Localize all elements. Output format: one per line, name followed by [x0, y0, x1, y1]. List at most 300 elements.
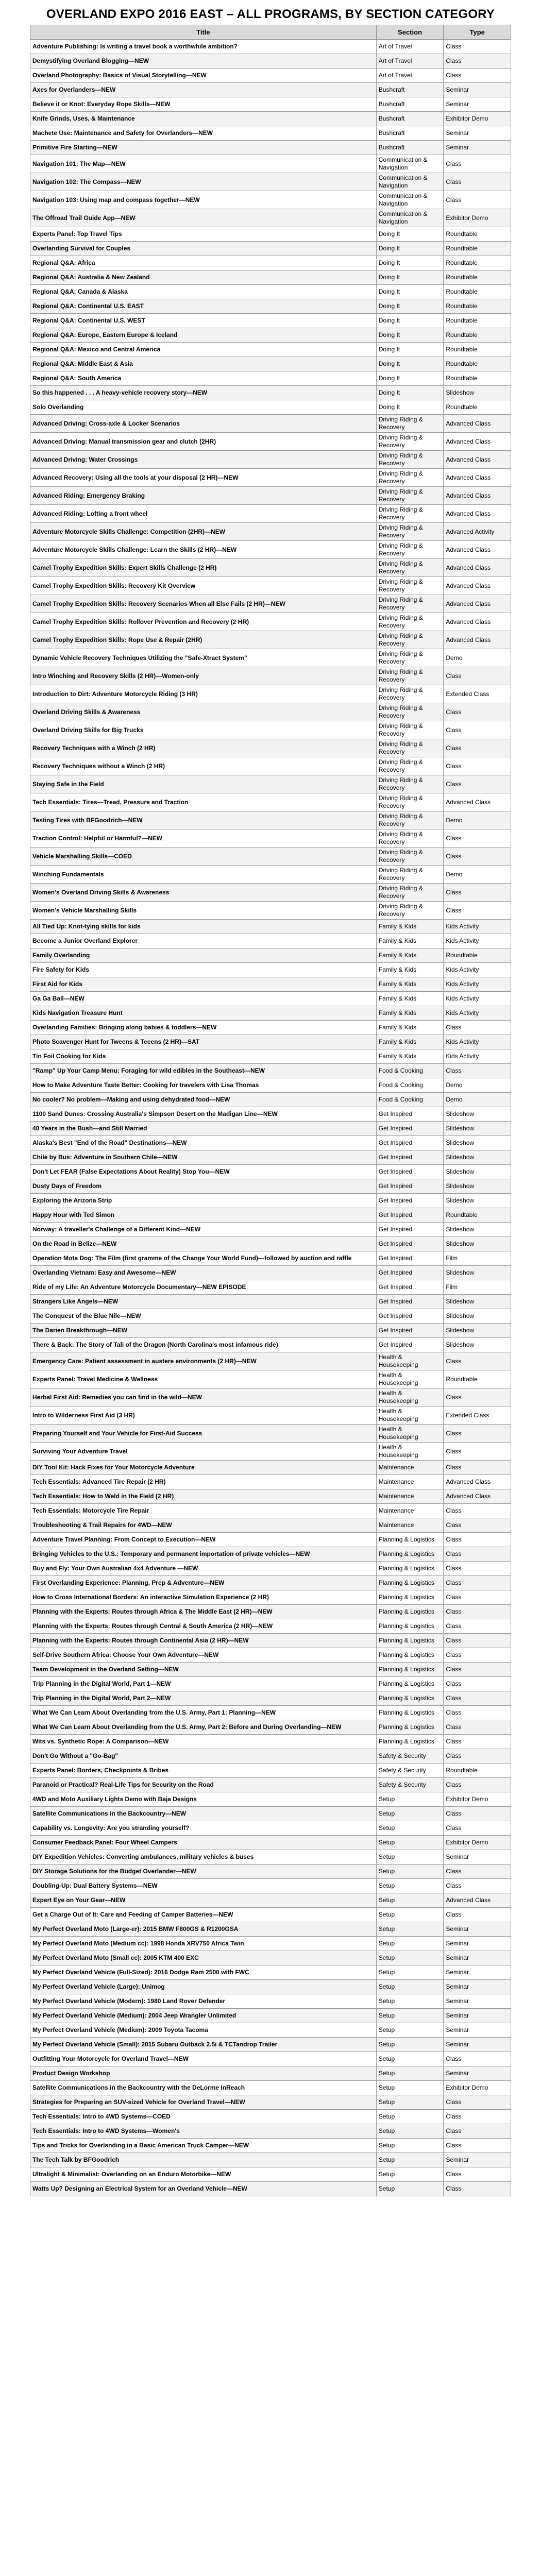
program-title: My Perfect Overland Vehicle (Medium): 2009 Toyota Tacoma [30, 2023, 377, 2038]
program-section: Get Inspired [376, 1280, 444, 1295]
program-type: Slideshow [444, 1223, 511, 1237]
program-type: Class [444, 1821, 511, 1836]
program-section: Get Inspired [376, 1107, 444, 1122]
program-title: Adventure Motorcycle Skills Challenge: Learn the Skills (2 HR)—NEW [30, 541, 377, 559]
program-type: Seminar [444, 1994, 511, 2009]
program-section: Driving Riding & Recovery [376, 829, 444, 848]
program-section: Driving Riding & Recovery [376, 631, 444, 649]
program-title: Outfitting Your Motorcycle for Overland Travel—NEW [30, 2052, 377, 2066]
program-section: Family & Kids [376, 1021, 444, 1035]
program-type: Film [444, 1251, 511, 1266]
program-section: Planning & Logistics [376, 1562, 444, 1576]
program-title: Women's Vehicle Marshalling Skills [30, 902, 377, 920]
program-type: Advanced Class [444, 415, 511, 433]
header-section: Section [376, 25, 444, 40]
program-title: Self-Drive Southern Africa: Choose Your Own Adventure—NEW [30, 1648, 377, 1663]
program-title: Regional Q&A: Mexico and Central America [30, 343, 377, 357]
program-title: Troubleshooting & Trail Repairs for 4WD—NEW [30, 1518, 377, 1533]
program-type: Roundtable [444, 1764, 511, 1778]
table-row [30, 667, 511, 685]
program-title: Watts Up? Designing an Electrical System for an Overland Vehicle—NEW [30, 2182, 377, 2196]
table-row [30, 1778, 511, 1792]
program-title: Planning with the Experts: Routes through Continental Asia (2 HR)—NEW [30, 1634, 377, 1648]
program-title: Ultralight & Minimalist: Overlanding on an Enduro Motorbike—NEW [30, 2167, 377, 2182]
program-type: Extended Class [444, 1406, 511, 1425]
program-type: Advanced Class [444, 433, 511, 451]
program-section: Get Inspired [376, 1223, 444, 1237]
program-type: Class [444, 1619, 511, 1634]
program-title: Camel Trophy Expedition Skills: Rollover Prevention and Recovery (2 HR) [30, 613, 377, 631]
table-row [30, 721, 511, 739]
program-title: Camel Trophy Expedition Skills: Expert Skills Challenge (2 HR) [30, 559, 377, 577]
table-row [30, 685, 511, 703]
program-section: Doing It [376, 314, 444, 328]
table-row [30, 83, 511, 97]
table-row [30, 1309, 511, 1324]
table-row [30, 173, 511, 191]
program-title: My Perfect Overland Vehicle (Full-Sized): 2016 Dodge Ram 2500 with FWC [30, 1965, 377, 1980]
program-type: Advanced Class [444, 487, 511, 505]
program-section: Get Inspired [376, 1179, 444, 1194]
program-title: Machete Use: Maintenance and Safety for Overlanders—NEW [30, 126, 377, 141]
program-section: Setup [376, 2052, 444, 2066]
program-section: Doing It [376, 371, 444, 386]
table-row [30, 357, 511, 371]
program-type: Class [444, 1663, 511, 1677]
table-row [30, 386, 511, 400]
program-section: Art of Travel [376, 69, 444, 83]
program-title: Regional Q&A: Continental U.S. EAST [30, 299, 377, 314]
program-type: Class [444, 155, 511, 173]
program-section: Maintenance [376, 1461, 444, 1475]
program-section: Health & Housekeeping [376, 1443, 444, 1461]
program-title: "Ramp" Up Your Camp Menu: Foraging for wild edibles in the Southeast—NEW [30, 1064, 377, 1078]
program-type: Class [444, 1677, 511, 1691]
program-section: Family & Kids [376, 963, 444, 977]
table-row [30, 1208, 511, 1223]
program-section: Setup [376, 1821, 444, 1836]
program-type: Class [444, 848, 511, 866]
table-row [30, 155, 511, 173]
program-title: Chile by Bus: Adventure in Southern Chile—NEW [30, 1150, 377, 1165]
program-type: Advanced Class [444, 577, 511, 595]
program-section: Planning & Logistics [376, 1720, 444, 1735]
program-type: Class [444, 1425, 511, 1443]
program-section: Setup [376, 1792, 444, 1807]
program-type: Class [444, 884, 511, 902]
program-type: Kids Activity [444, 1049, 511, 1064]
table-row [30, 371, 511, 386]
program-type: Class [444, 2182, 511, 2196]
table-row [30, 559, 511, 577]
program-section: Driving Riding & Recovery [376, 739, 444, 757]
program-title: How to Cross International Borders: An interactive Simulation Experience (2 HR) [30, 1590, 377, 1605]
program-section: Get Inspired [376, 1150, 444, 1165]
program-section: Safety & Security [376, 1749, 444, 1764]
program-section: Setup [376, 1951, 444, 1965]
program-section: Driving Riding & Recovery [376, 523, 444, 541]
program-type: Slideshow [444, 1309, 511, 1324]
table-row [30, 811, 511, 829]
program-section: Driving Riding & Recovery [376, 902, 444, 920]
program-type: Film [444, 1280, 511, 1295]
program-type: Kids Activity [444, 977, 511, 992]
program-type: Roundtable [444, 1370, 511, 1388]
program-section: Driving Riding & Recovery [376, 469, 444, 487]
table-row [30, 1562, 511, 1576]
program-type: Seminar [444, 2066, 511, 2081]
table-row [30, 433, 511, 451]
program-type: Kids Activity [444, 992, 511, 1006]
table-row [30, 505, 511, 523]
table-row [30, 1720, 511, 1735]
table-row [30, 1266, 511, 1280]
table-row [30, 2066, 511, 2081]
table-row [30, 1634, 511, 1648]
table-row [30, 595, 511, 613]
program-title: Advanced Driving: Cross-axle & Locker Scenarios [30, 415, 377, 433]
table-row [30, 1021, 511, 1035]
program-type: Class [444, 2124, 511, 2139]
program-title: Advanced Recovery: Using all the tools at your disposal (2 HR)—NEW [30, 469, 377, 487]
program-title: Dusty Days of Freedom [30, 1179, 377, 1194]
program-type: Class [444, 1778, 511, 1792]
program-type: Class [444, 1021, 511, 1035]
program-title: Advanced Driving: Water Crossings [30, 451, 377, 469]
table-row [30, 1295, 511, 1309]
program-type: Class [444, 1352, 511, 1370]
program-title: The Conquest of the Blue Nile—NEW [30, 1309, 377, 1324]
program-type: Class [444, 173, 511, 191]
table-row [30, 1691, 511, 1706]
table-row [30, 1194, 511, 1208]
program-type: Seminar [444, 83, 511, 97]
program-section: Family & Kids [376, 1049, 444, 1064]
program-section: Doing It [376, 227, 444, 242]
program-section: Doing It [376, 328, 444, 343]
program-section: Family & Kids [376, 977, 444, 992]
table-row [30, 1908, 511, 1922]
program-type: Roundtable [444, 227, 511, 242]
program-section: Planning & Logistics [376, 1619, 444, 1634]
program-title: Experts Panel: Travel Medicine & Wellness [30, 1370, 377, 1388]
program-title: Women's Overland Driving Skills & Awareness [30, 884, 377, 902]
program-title: Overlanding Vietnam: Easy and Awesome—NEW [30, 1266, 377, 1280]
program-type: Class [444, 1576, 511, 1590]
program-title: Regional Q&A: Europe, Eastern Europe & Iceland [30, 328, 377, 343]
table-row [30, 541, 511, 559]
program-title: My Perfect Overland Vehicle (Medium): 2004 Jeep Wrangler Unlimited [30, 2009, 377, 2023]
program-type: Class [444, 1691, 511, 1706]
table-row [30, 1461, 511, 1475]
table-row [30, 613, 511, 631]
table-row [30, 1619, 511, 1634]
program-section: Setup [376, 2009, 444, 2023]
table-row [30, 1518, 511, 1533]
program-title: Planning with the Experts: Routes through Central & South America (2 HR)—NEW [30, 1619, 377, 1634]
program-title: Regional Q&A: South America [30, 371, 377, 386]
program-type: Slideshow [444, 1136, 511, 1150]
program-section: Driving Riding & Recovery [376, 415, 444, 433]
table-row [30, 1735, 511, 1749]
program-type: Slideshow [444, 1194, 511, 1208]
programs-table [30, 25, 511, 2196]
program-type: Advanced Class [444, 1489, 511, 1504]
program-type: Demo [444, 649, 511, 667]
program-title: Strategies for Preparing an SUV-sized Vehicle for Overland Travel—NEW [30, 2095, 377, 2110]
program-title: Testing Tires with BFGoodrich—NEW [30, 811, 377, 829]
program-section: Bushcraft [376, 141, 444, 155]
program-title: Planning with the Experts: Routes through Africa & The Middle East (2 HR)—NEW [30, 1605, 377, 1619]
program-title: How to Make Adventure Taste Better: Cooking for travelers with Lisa Thomas [30, 1078, 377, 1093]
program-type: Slideshow [444, 1107, 511, 1122]
program-type: Advanced Class [444, 451, 511, 469]
table-row [30, 2052, 511, 2066]
table-row [30, 69, 511, 83]
program-type: Advanced Class [444, 505, 511, 523]
program-type: Roundtable [444, 328, 511, 343]
program-type: Advanced Class [444, 559, 511, 577]
table-row [30, 1893, 511, 1908]
program-section: Planning & Logistics [376, 1590, 444, 1605]
program-title: Recovery Techniques with a Winch (2 HR) [30, 739, 377, 757]
program-title: Overlanding Families: Bringing along babies & toddlers—NEW [30, 1021, 377, 1035]
table-row [30, 2124, 511, 2139]
program-title: Strangers Like Angels—NEW [30, 1295, 377, 1309]
program-section: Get Inspired [376, 1266, 444, 1280]
program-title: Advanced Riding: Emergency Braking [30, 487, 377, 505]
program-section: Setup [376, 2066, 444, 2081]
program-title: Operation Mota Dog: The Film (first gramme of the Change Your World Fund)—followed by auction and raffle [30, 1251, 377, 1266]
program-title: Tips and Tricks for Overlanding in a Basic American Truck Camper—NEW [30, 2139, 377, 2153]
table-row [30, 2139, 511, 2153]
program-type: Kids Activity [444, 934, 511, 948]
program-type: Advanced Class [444, 793, 511, 811]
program-section: Driving Riding & Recovery [376, 649, 444, 667]
table-row [30, 2167, 511, 2182]
program-section: Family & Kids [376, 992, 444, 1006]
program-section: Safety & Security [376, 1764, 444, 1778]
program-title: The Darien Breakthrough—NEW [30, 1324, 377, 1338]
program-title: Winching Fundamentals [30, 866, 377, 884]
table-row [30, 631, 511, 649]
program-title: 1100 Sand Dunes: Crossing Australia's Simpson Desert on the Madigan Line—NEW [30, 1107, 377, 1122]
table-row [30, 2009, 511, 2023]
program-title: Solo Overlanding [30, 400, 377, 415]
program-type: Kids Activity [444, 1035, 511, 1049]
program-title: Ride of my Life: An Adventure Motorcycle Documentary—NEW EPISODE [30, 1280, 377, 1295]
table-row [30, 1850, 511, 1865]
program-type: Kids Activity [444, 1006, 511, 1021]
table-row [30, 703, 511, 721]
program-type: Seminar [444, 1980, 511, 1994]
table-row [30, 1504, 511, 1518]
program-title: Kids Navigation Treasure Hunt [30, 1006, 377, 1021]
program-type: Class [444, 1562, 511, 1576]
program-type: Class [444, 191, 511, 209]
table-row [30, 2153, 511, 2167]
program-section: Family & Kids [376, 934, 444, 948]
program-title: 40 Years in the Bush—and Still Married [30, 1122, 377, 1136]
program-title: Believe it or Knot: Everyday Rope Skills—NEW [30, 97, 377, 112]
program-section: Setup [376, 2110, 444, 2124]
program-type: Advanced Class [444, 469, 511, 487]
program-title: The Offroad Trail Guide App—NEW [30, 209, 377, 227]
program-type: Class [444, 1518, 511, 1533]
program-title: Tech Essentials: How to Weld in the Field (2 HR) [30, 1489, 377, 1504]
program-type: Slideshow [444, 1179, 511, 1194]
table-row [30, 285, 511, 299]
table-row [30, 934, 511, 948]
program-title: Surviving Your Adventure Travel [30, 1443, 377, 1461]
program-type: Advanced Class [444, 631, 511, 649]
program-title: Happy Hour with Ted Simon [30, 1208, 377, 1223]
program-type: Class [444, 54, 511, 69]
program-section: Get Inspired [376, 1251, 444, 1266]
program-title: What We Can Learn About Overlanding from the U.S. Army, Part 1: Planning—NEW [30, 1706, 377, 1720]
program-type: Class [444, 1865, 511, 1879]
program-type: Seminar [444, 141, 511, 155]
program-section: Art of Travel [376, 40, 444, 54]
table-row [30, 992, 511, 1006]
table-row [30, 314, 511, 328]
program-type: Seminar [444, 1951, 511, 1965]
program-section: Driving Riding & Recovery [376, 703, 444, 721]
program-type: Demo [444, 1078, 511, 1093]
program-section: Bushcraft [376, 97, 444, 112]
table-row [30, 1648, 511, 1663]
program-title: Vehicle Marshalling Skills—COED [30, 848, 377, 866]
program-type: Class [444, 703, 511, 721]
program-title: Norway: A traveller's Challenge of a Different Kind—NEW [30, 1223, 377, 1237]
program-type: Class [444, 721, 511, 739]
program-title: DIY Storage Solutions for the Budget Overlander—NEW [30, 1865, 377, 1879]
program-type: Class [444, 1720, 511, 1735]
program-title: Satellite Communications in the Backcountry—NEW [30, 1807, 377, 1821]
table-row [30, 1122, 511, 1136]
program-section: Food & Cooking [376, 1064, 444, 1078]
program-type: Extended Class [444, 685, 511, 703]
table-row [30, 1677, 511, 1691]
program-title: Tech Essentials: Advanced Tire Repair (2 HR) [30, 1475, 377, 1489]
program-type: Exhibitor Demo [444, 209, 511, 227]
program-section: Health & Housekeeping [376, 1370, 444, 1388]
table-row [30, 1706, 511, 1720]
program-section: Driving Riding & Recovery [376, 577, 444, 595]
program-section: Health & Housekeeping [376, 1425, 444, 1443]
program-section: Doing It [376, 285, 444, 299]
program-title: Tech Essentials: Intro to 4WD Systems—Women's [30, 2124, 377, 2139]
table-row [30, 54, 511, 69]
program-section: Setup [376, 1922, 444, 1937]
program-title: Buy and Fly: Your Own Australian 4x4 Adventure —NEW [30, 1562, 377, 1576]
table-row [30, 1136, 511, 1150]
program-title: Bringing Vehicles to the U.S.: Temporary and permanent importation of private vehicles—NEW [30, 1547, 377, 1562]
program-section: Health & Housekeeping [376, 1352, 444, 1370]
program-type: Class [444, 1735, 511, 1749]
program-section: Family & Kids [376, 1006, 444, 1021]
program-type: Class [444, 1879, 511, 1893]
program-title: Camel Trophy Expedition Skills: Recovery Kit Overview [30, 577, 377, 595]
program-section: Planning & Logistics [376, 1706, 444, 1720]
table-row [30, 270, 511, 285]
program-section: Maintenance [376, 1475, 444, 1489]
table-row [30, 1836, 511, 1850]
program-section: Health & Housekeeping [376, 1388, 444, 1406]
program-title: My Perfect Overland Moto (Medium cc): 1998 Honda XRV750 Africa Twin [30, 1937, 377, 1951]
program-type: Slideshow [444, 1237, 511, 1251]
program-section: Get Inspired [376, 1208, 444, 1223]
program-type: Seminar [444, 1850, 511, 1865]
table-row [30, 415, 511, 433]
table-row [30, 256, 511, 270]
program-title: DIY Expedition Vehicles: Converting ambulances, military vehicles & buses [30, 1850, 377, 1865]
program-type: Class [444, 1443, 511, 1461]
program-title: 4WD and Moto Auxiliary Lights Demo with Baja Designs [30, 1792, 377, 1807]
program-type: Demo [444, 866, 511, 884]
program-title: There & Back: The Story of Tali of the Dragon (North Carolina's most infamous ride) [30, 1338, 377, 1352]
program-title: No cooler? No problem—Making and using dehydrated food—NEW [30, 1093, 377, 1107]
program-title: Tech Essentials: Motorcycle Tire Repair [30, 1504, 377, 1518]
program-section: Driving Riding & Recovery [376, 721, 444, 739]
program-section: Safety & Security [376, 1778, 444, 1792]
program-type: Class [444, 2139, 511, 2153]
program-title: Intro to Wilderness First Aid (3 HR) [30, 1406, 377, 1425]
program-type: Class [444, 1590, 511, 1605]
table-row [30, 775, 511, 793]
program-title: Trip Planning in the Digital World, Part 1—NEW [30, 1677, 377, 1691]
program-section: Bushcraft [376, 126, 444, 141]
program-type: Class [444, 2052, 511, 2066]
program-section: Setup [376, 2095, 444, 2110]
program-section: Get Inspired [376, 1338, 444, 1352]
program-type: Slideshow [444, 1165, 511, 1179]
table-row [30, 1965, 511, 1980]
program-type: Advanced Class [444, 1475, 511, 1489]
program-type: Class [444, 1504, 511, 1518]
program-title: Overland Driving Skills & Awareness [30, 703, 377, 721]
table-row [30, 902, 511, 920]
program-section: Driving Riding & Recovery [376, 685, 444, 703]
program-type: Class [444, 757, 511, 775]
table-row [30, 1443, 511, 1461]
program-title: Experts Panel: Top Travel Tips [30, 227, 377, 242]
table-row [30, 1605, 511, 1619]
table-row [30, 40, 511, 54]
program-type: Roundtable [444, 256, 511, 270]
program-title: Become a Junior Overland Explorer [30, 934, 377, 948]
program-title: Overland Driving Skills for Big Trucks [30, 721, 377, 739]
program-type: Roundtable [444, 343, 511, 357]
program-section: Driving Riding & Recovery [376, 541, 444, 559]
program-title: Advanced Driving: Manual transmission gear and clutch (2HR) [30, 433, 377, 451]
table-row [30, 1150, 511, 1165]
program-section: Food & Cooking [376, 1078, 444, 1093]
program-type: Kids Activity [444, 920, 511, 934]
program-type: Class [444, 1706, 511, 1720]
program-section: Planning & Logistics [376, 1605, 444, 1619]
program-title: Axes for Overlanders—NEW [30, 83, 377, 97]
table-row [30, 1370, 511, 1388]
program-title: Regional Q&A: Australia & New Zealand [30, 270, 377, 285]
program-title: Trip Planning in the Digital World, Part 2—NEW [30, 1691, 377, 1706]
program-type: Slideshow [444, 1266, 511, 1280]
program-title: First Overlanding Experience: Planning, Prep & Adventure—NEW [30, 1576, 377, 1590]
program-section: Health & Housekeeping [376, 1406, 444, 1425]
program-section: Art of Travel [376, 54, 444, 69]
table-row [30, 1533, 511, 1547]
program-title: Tin Foil Cooking for Kids [30, 1049, 377, 1064]
